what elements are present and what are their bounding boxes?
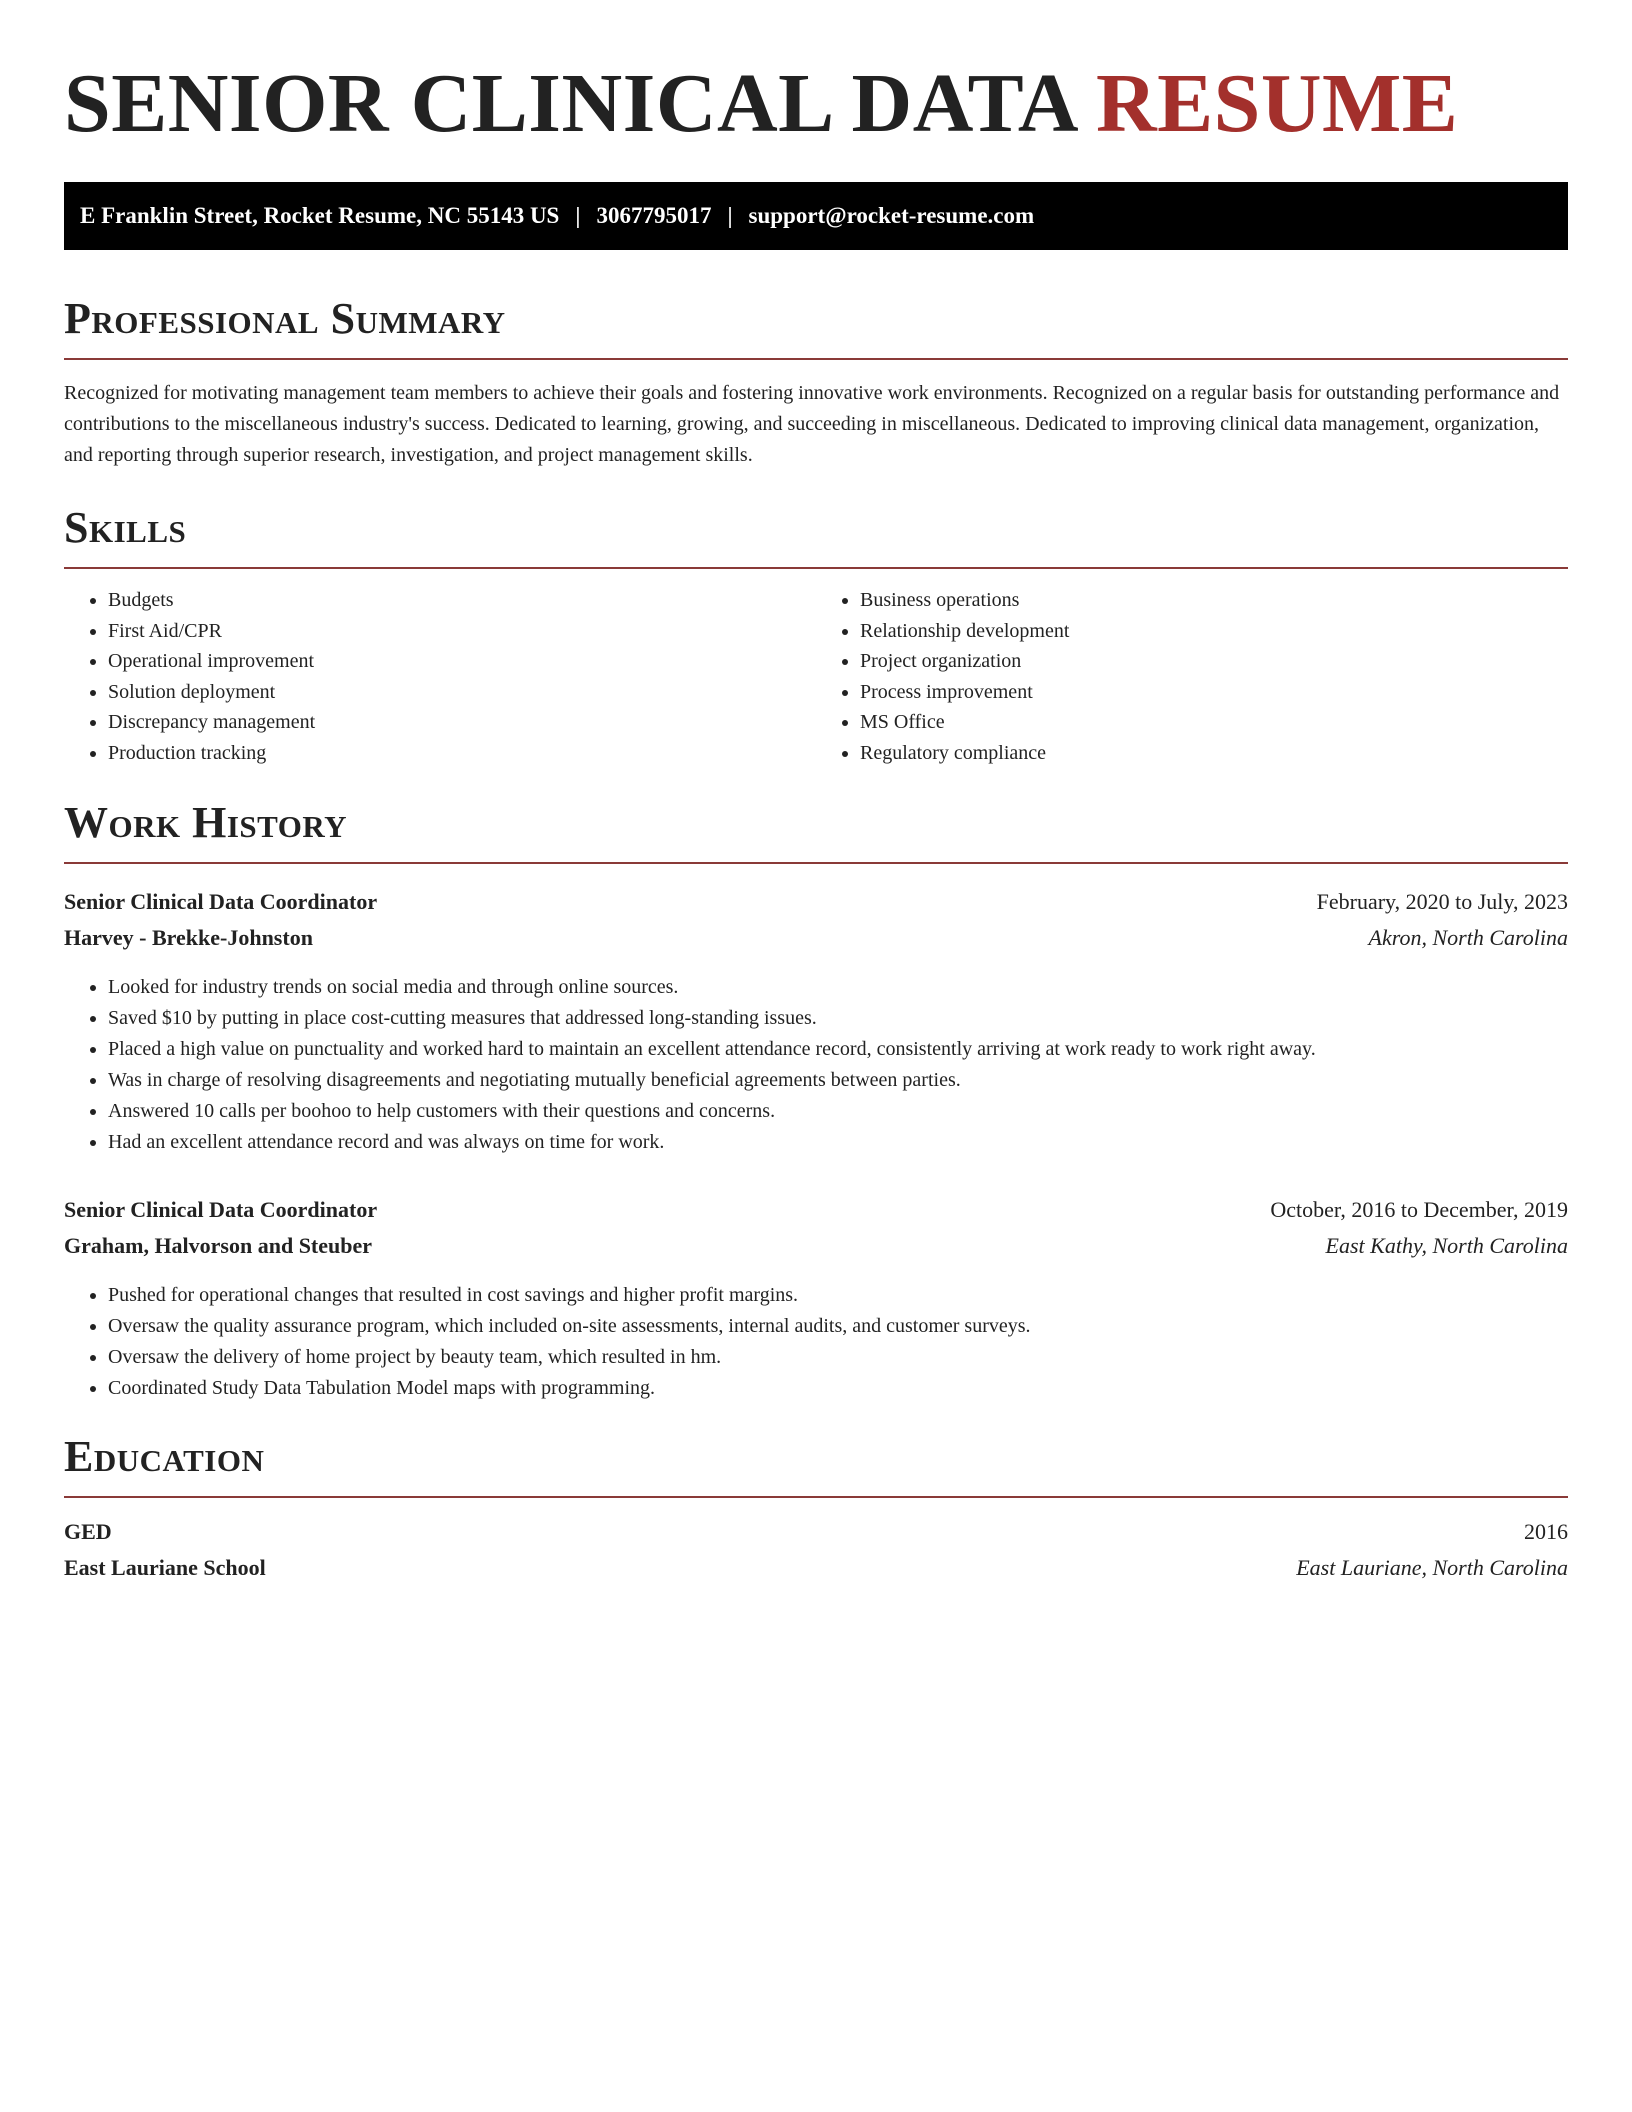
skill-item: • Solution deployment [108, 677, 816, 708]
job-bullets [64, 972, 1568, 1158]
contact-phone: 3067795017 [596, 203, 712, 228]
education-entry [64, 1514, 1568, 1586]
skill-item: • Discrepancy management [108, 707, 816, 738]
skill-item: • Budgets [108, 585, 816, 616]
contact-email: support@rocket-resume.com [748, 203, 1035, 228]
summary-heading: Professional Summary [64, 294, 506, 343]
job-header-row [64, 884, 1568, 920]
job-bullet: • Answered 10 calls per boohoo to help customers with their questions and concerns. [108, 1096, 1568, 1127]
job-bullet: • Looked for industry trends on social media and through online sources. [108, 972, 1568, 1003]
skills-column-left [64, 585, 816, 768]
job-bullet: • Oversaw the delivery of home project by beauty team, which resulted in hm. [108, 1342, 1568, 1373]
job-entry [64, 1192, 1568, 1404]
job-entry [64, 884, 1568, 1158]
summary-text: Recognized for motivating management team members to achieve their goals and fostering innovative work environments. Recognized on a regular basis for outstanding performance and contributions to the miscellaneous industry's success. Dedicated to learning, growing, and succeeding in miscellaneous. Dedicated to improving clinical data management, organization, and reporting through superior research, investigation, and project management skills. [64, 382, 1560, 466]
skill-item: • Process improvement [860, 677, 1568, 708]
job-location: Akron, North Carolina [1368, 925, 1568, 950]
skills-column-right [816, 585, 1568, 768]
job-header-row [64, 1192, 1568, 1228]
job-location: East Kathy, North Carolina [1325, 1233, 1568, 1258]
job-company-row [64, 1228, 1568, 1264]
education-school-row [64, 1550, 1568, 1586]
title-main: SENIOR CLINICAL DATA [64, 57, 1075, 150]
skill-item: • First Aid/CPR [108, 616, 816, 647]
job-bullet: • Had an excellent attendance record and was always on time for work. [108, 1127, 1568, 1158]
work-history-heading: Work History [64, 798, 348, 847]
section-divider [64, 358, 1568, 360]
skill-item: • Production tracking [108, 738, 816, 769]
job-bullet: • Oversaw the quality assurance program, which included on-site assessments, internal audits, and customer surveys. [108, 1311, 1568, 1342]
skill-item: • Business operations [860, 585, 1568, 616]
skills-heading: Skills [64, 503, 187, 552]
education-heading: Education [64, 1432, 265, 1481]
skills-list [64, 585, 1568, 768]
education-year: 2016 [1524, 1519, 1568, 1544]
job-bullet: • Saved $10 by putting in place cost-cutting measures that addressed long-standing issues. [108, 1003, 1568, 1034]
job-title: Senior Clinical Data Coordinator [64, 889, 378, 914]
contact-address: E Franklin Street, Rocket Resume, NC 55143 US [80, 203, 560, 228]
education-degree-row [64, 1514, 1568, 1550]
contact-separator: | [727, 203, 733, 228]
skill-item: • Project organization [860, 646, 1568, 677]
education-school: East Lauriane School [64, 1555, 266, 1580]
section-divider [64, 862, 1568, 864]
education-location: East Lauriane, North Carolina [1296, 1555, 1568, 1580]
skill-item: • MS Office [860, 707, 1568, 738]
section-divider [64, 567, 1568, 569]
skill-item: • Operational improvement [108, 646, 816, 677]
job-bullet: • Was in charge of resolving disagreements and negotiating mutually beneficial agreements between parties. [108, 1065, 1568, 1096]
section-divider [64, 1496, 1568, 1498]
job-company-row [64, 920, 1568, 956]
job-bullet: • Coordinated Study Data Tabulation Model maps with programming. [108, 1373, 1568, 1404]
job-title: Senior Clinical Data Coordinator [64, 1197, 378, 1222]
job-company: Harvey - Brekke-Johnston [64, 925, 313, 950]
education-degree: GED [64, 1519, 112, 1544]
job-dates: October, 2016 to December, 2019 [1270, 1197, 1568, 1222]
job-dates: February, 2020 to July, 2023 [1316, 889, 1568, 914]
title-accent: RESUME [1095, 57, 1459, 150]
skill-item: • Regulatory compliance [860, 738, 1568, 769]
job-bullets [64, 1280, 1568, 1404]
job-bullet: • Pushed for operational changes that resulted in cost savings and higher profit margins. [108, 1280, 1568, 1311]
contact-separator: | [575, 203, 581, 228]
job-bullet: • Placed a high value on punctuality and worked hard to maintain an excellent attendance record, consistently arriving at work ready to work right away. [108, 1034, 1568, 1065]
skill-item: • Relationship development [860, 616, 1568, 647]
job-company: Graham, Halvorson and Steuber [64, 1233, 373, 1258]
contact-bar [64, 182, 1568, 250]
resume-title [64, 54, 1568, 154]
